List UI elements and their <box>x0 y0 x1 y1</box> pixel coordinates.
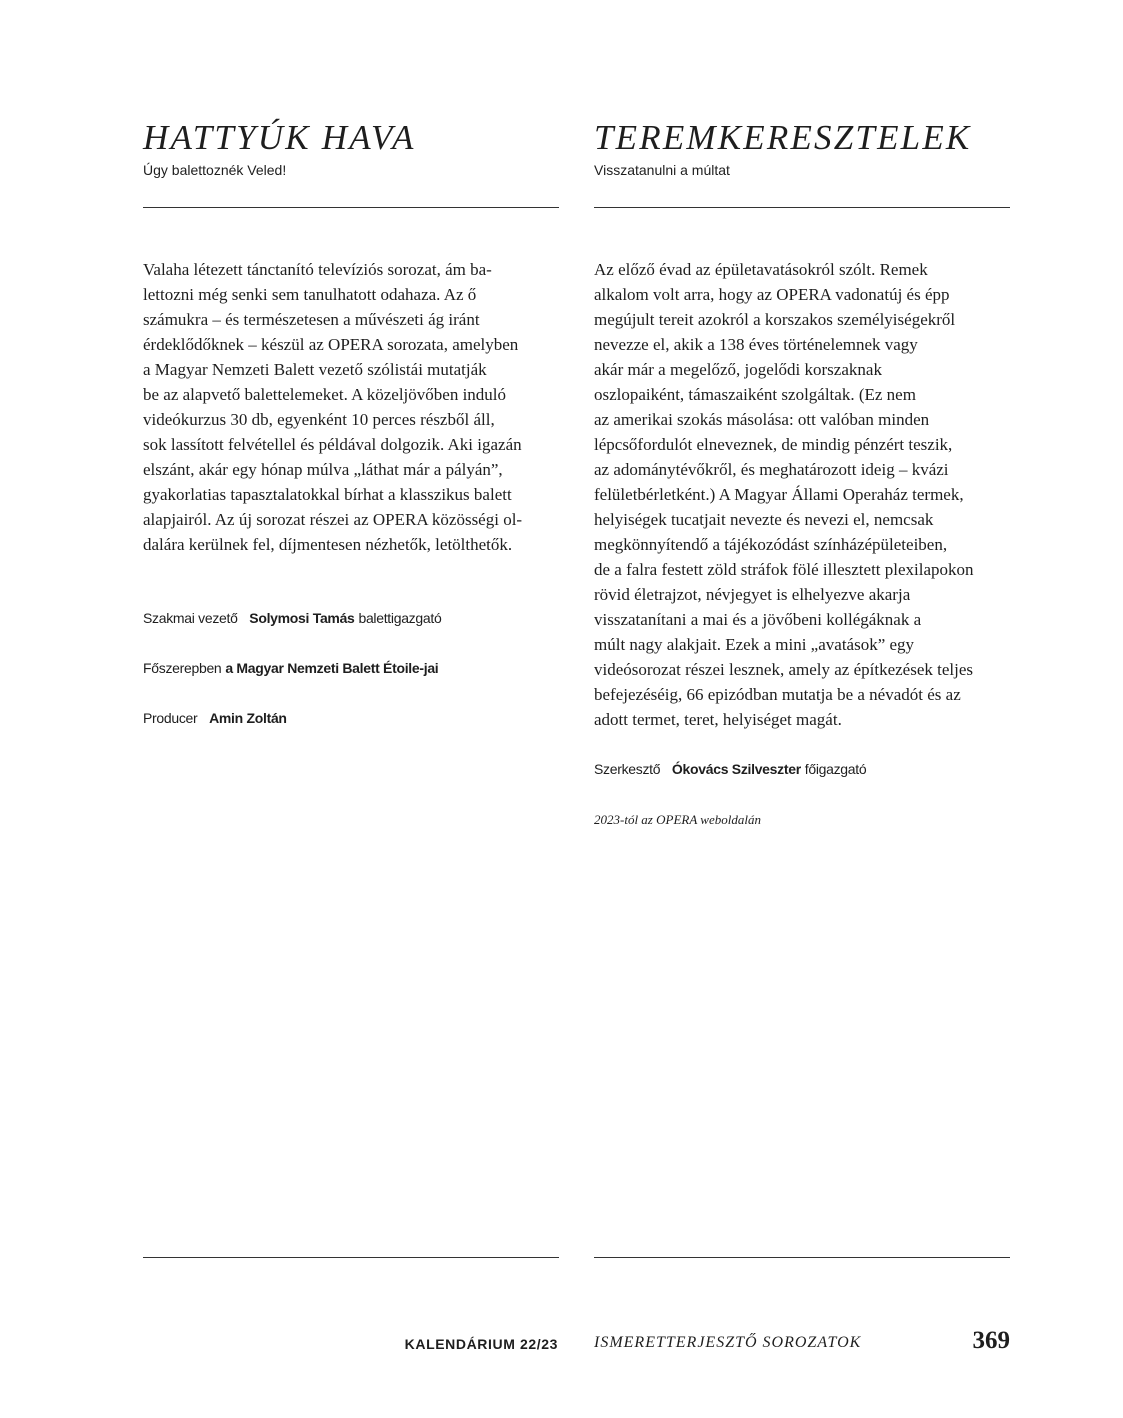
right-top-divider <box>594 207 1010 208</box>
footer-publication: KALENDÁRIUM 22/23 <box>404 1336 558 1352</box>
body-line: oszlopaiként, támaszaiként szolgáltak. (Ez nem <box>594 385 916 404</box>
body-line: számukra – és természetesen a művészeti ág iránt <box>143 310 480 329</box>
body-line: videósorozat részei lesznek, amely az építkezések teljes <box>594 660 974 679</box>
credit-name: Solymosi Tamás <box>249 610 355 626</box>
body-line: dalára kerülnek fel, díjmentesen nézhetők, letölthetők. <box>143 535 513 554</box>
body-line: alkalom volt arra, hogy az OPERA vadonatúj és épp <box>594 285 950 304</box>
body-line: az amerikai szokás másolása: ott valóban minden <box>594 410 930 429</box>
body-line: érdeklődőknek – készül az OPERA sorozata, amelyben <box>143 335 519 354</box>
body-line: Valaha létezett tánctanító televíziós sorozat, ám ba- <box>143 260 492 279</box>
body-line: megújult tereit azokról a korszakos személyiségekről <box>594 310 956 329</box>
credit-name: a Magyar Nemzeti Balett Étoile-jai <box>225 660 439 676</box>
page-number: 369 <box>972 1327 1010 1354</box>
body-line: rövid életrajzot, névjegyet is elhelyezve akarja <box>594 585 911 604</box>
right-bottom-divider <box>594 1257 1010 1258</box>
body-line: visszatanítani a mai és a jövőbeni kollégáknak a <box>594 610 922 629</box>
right-subtitle: Visszatanulni a múltat <box>594 162 730 178</box>
body-line: adott termet, teret, helyiséget magát. <box>594 710 842 729</box>
credit-role: Szerkesztő <box>594 761 661 777</box>
body-line: alapjairól. Az új sorozat részei az OPERA közösségi ol- <box>143 510 523 529</box>
body-line: sok lassított felvétellel és példával dolgozik. Aki igazán <box>143 435 522 454</box>
body-line: elszánt, akár egy hónap múlva „láthat már a pályán”, <box>143 460 503 479</box>
credit-suffix: balettigazgató <box>358 610 442 626</box>
right-title: TEREMKERESZTELEK <box>594 118 972 157</box>
body-line: lépcsőfordulót elneveznek, de mindig pénzért teszik, <box>594 435 953 454</box>
credit-editor <box>594 759 866 779</box>
credit-role: Producer <box>143 710 198 726</box>
body-line: megkönnyítendő a tájékozódást színházépületeiben, <box>594 535 948 554</box>
left-top-divider <box>143 207 559 208</box>
body-line: akár már a megelőző, jogelődi korszaknak <box>594 360 882 379</box>
left-subtitle: Úgy balettoznék Veled! <box>143 162 287 178</box>
body-line: a Magyar Nemzeti Balett vezető szólistái mutatják <box>143 360 487 379</box>
body-line: videókurzus 30 db, egyenként 10 perces részből áll, <box>143 410 495 429</box>
body-line: lettozni még senki sem tanulhatott odahaza. Az ő <box>143 285 477 304</box>
body-line: múlt nagy alakjait. Ezek a mini „avatások” egy <box>594 635 915 654</box>
left-bottom-divider <box>143 1257 559 1258</box>
credit-name: Amin Zoltán <box>209 710 287 726</box>
left-title: HATTYÚK HAVA <box>143 118 416 157</box>
body-line: Az előző évad az épületavatásokról szólt. Remek <box>594 260 928 279</box>
credit-starring <box>143 658 438 678</box>
credit-suffix: főigazgató <box>804 761 867 777</box>
right-body <box>594 257 1010 732</box>
left-body <box>143 257 559 557</box>
body-line: nevezze el, akik a 138 éves történelemnek vagy <box>594 335 918 354</box>
body-line: be az alapvető balettelemeket. A közeljövőben induló <box>143 385 507 404</box>
body-line: helyiségek tucatjait nevezte és nevezi el, nemcsak <box>594 510 934 529</box>
credit-name: Ókovács Szilveszter <box>671 761 801 777</box>
body-line: befejezéséig, 66 epizódban mutatja be a névadót és az <box>594 685 961 704</box>
body-line: gyakorlatias tapasztalatokkal bírhat a klasszikus balett <box>143 485 512 504</box>
credit-role: Szakmai vezető <box>143 610 238 626</box>
body-line: de a falra festett zöld stráfok fölé illesztett plexilapokon <box>594 560 974 579</box>
availability-note: 2023-tól az OPERA weboldalán <box>594 812 761 827</box>
footer-section-title: ISMERETTERJESZTŐ SOROZATOK <box>594 1334 862 1351</box>
credit-producer <box>143 708 287 728</box>
credit-lead <box>143 608 441 628</box>
body-line: felületbérletként.) A Magyar Állami Operaház termek, <box>594 485 964 504</box>
credit-role: Főszerepben <box>143 660 222 676</box>
body-line: az adománytévőkről, és meghatározott ideig – kvázi <box>594 460 949 479</box>
